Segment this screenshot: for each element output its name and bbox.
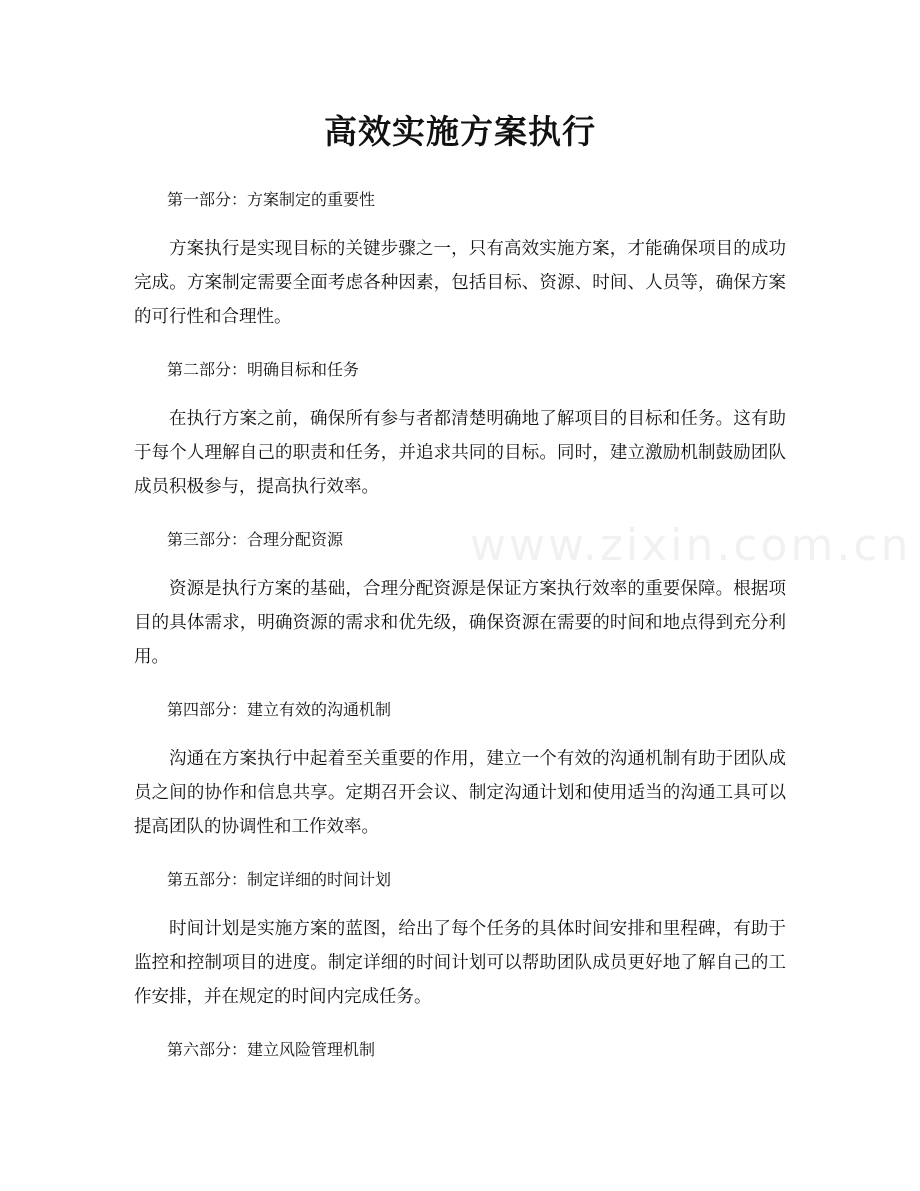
- section-body-4: 沟通在方案执行中起着至关重要的作用，建立一个有效的沟通机制有助于团队成员之间的协作和信息共享。定期召开会议、制定沟通计划和使用适当的沟通工具可以提高团队的协调性和工作效率。: [134, 749, 786, 837]
- section-heading-6: 第六部分：建立风险管理机制: [167, 1040, 376, 1059]
- section-heading-5: 第五部分：制定详细的时间计划: [167, 870, 392, 889]
- watermark: www.zixin.com.cn: [470, 520, 912, 571]
- section-heading-3: 第三部分：合理分配资源: [167, 530, 344, 549]
- section-body-5: 时间计划是实施方案的蓝图，给出了每个任务的具体时间安排和里程碑，有助于监控和控制项目的进度。制定详细的时间计划可以帮助团队成员更好地了解自己的工作安排，并在规定的时间内完成任务。: [134, 919, 786, 1007]
- section-heading-4: 第四部分：建立有效的沟通机制: [167, 700, 392, 719]
- section-body-2: 在执行方案之前，确保所有参与者都清楚明确地了解项目的目标和任务。这有助于每个人理解自己的职责和任务，并追求共同的目标。同时，建立激励机制鼓励团队成员积极参与，提高执行效率。: [134, 409, 786, 497]
- section-heading-1: 第一部分：方案制定的重要性: [167, 190, 376, 209]
- section-body-3: 资源是执行方案的基础，合理分配资源是保证方案执行效率的重要保障。根据项目的具体需求，明确资源的需求和优先级，确保资源在需要的时间和地点得到充分利用。: [134, 579, 786, 667]
- section-body-1: 方案执行是实现目标的关键步骤之一，只有高效实施方案，才能确保项目的成功完成。方案制定需要全面考虑各种因素，包括目标、资源、时间、人员等，确保方案的可行性和合理性。: [134, 239, 786, 327]
- section-heading-2: 第二部分：明确目标和任务: [167, 360, 360, 379]
- document-title: 高效实施方案执行: [324, 112, 596, 151]
